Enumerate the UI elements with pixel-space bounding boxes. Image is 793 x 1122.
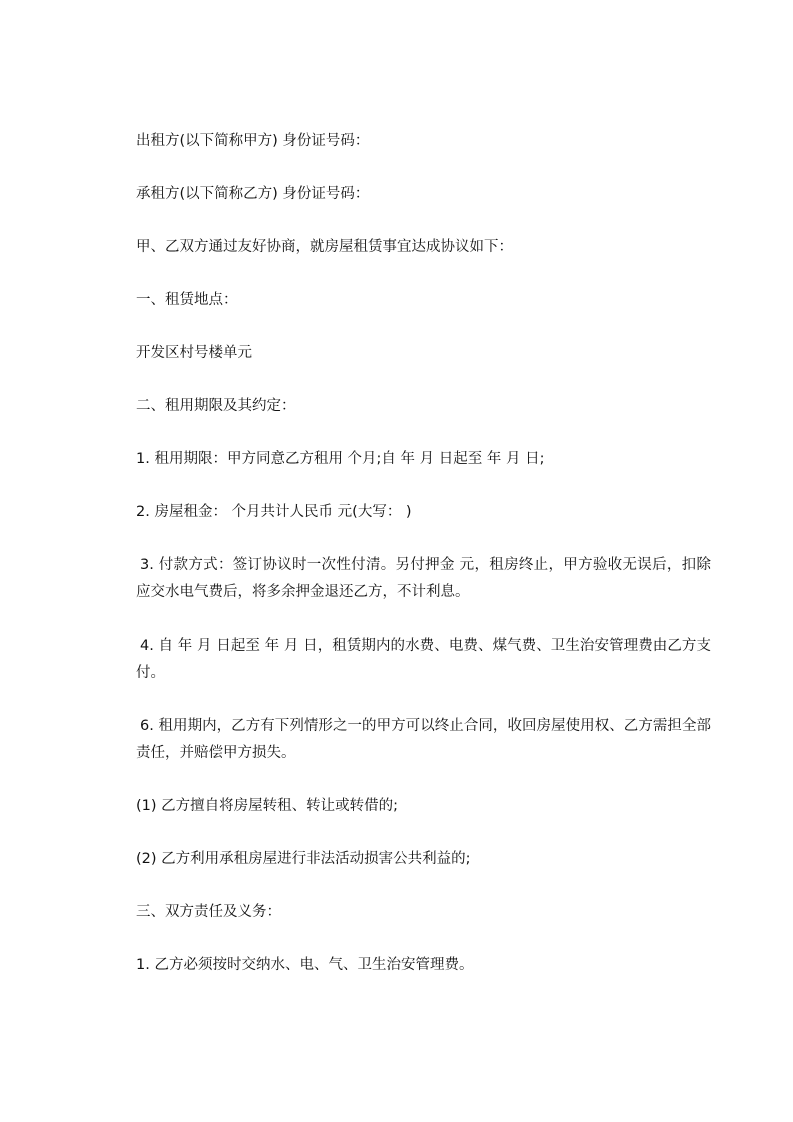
clause-rental-term: 1. 租用期限：甲方同意乙方租用 个月;自 年 月 日起至 年 月 日; (136, 451, 545, 467)
clause-termination: 6. 租用期内，乙方有下列情形之一的甲方可以终止合同，收回房屋使用权、乙方需担全部责任，并赔偿甲方损失。 (136, 718, 711, 761)
obligation-item-1: 1. 乙方必须按时交纳水、电、气、卫生治安管理费。 (136, 957, 474, 973)
clause-rent-amount: 2. 房屋租金： 个月共计人民币 元(大写： ) (136, 504, 412, 520)
lessor-id-line: 出租方(以下简称甲方) 身份证号码： (136, 133, 370, 149)
lessee-id-line: 承租方(以下简称乙方) 身份证号码： (136, 186, 370, 202)
section-heading-location: 一、租赁地点： (136, 292, 238, 308)
clause-payment-method: 3. 付款方式：签订协议时一次性付清。另付押金 元，租房终止，甲方验收无误后，扣除应交水电气费后，将多余押金退还乙方，不计利息。 (136, 557, 711, 600)
termination-item-1: (1) 乙方擅自将房屋转租、转让或转借的; (136, 798, 399, 814)
section-heading-obligations: 三、双方责任及义务： (136, 904, 281, 920)
agreement-intro: 甲、乙双方通过友好协商，就房屋租赁事宜达成协议如下： (136, 239, 513, 255)
termination-item-2: (2) 乙方利用承租房屋进行非法活动损害公共利益的; (136, 851, 471, 867)
location-text: 开发区村号楼单元 (136, 345, 252, 361)
clause-utilities: 4. 自 年 月 日起至 年 月 日，租赁期内的水费、电费、煤气费、卫生治安管理费由乙方支付。 (136, 638, 711, 681)
section-heading-term: 二、租用期限及其约定： (136, 398, 296, 414)
